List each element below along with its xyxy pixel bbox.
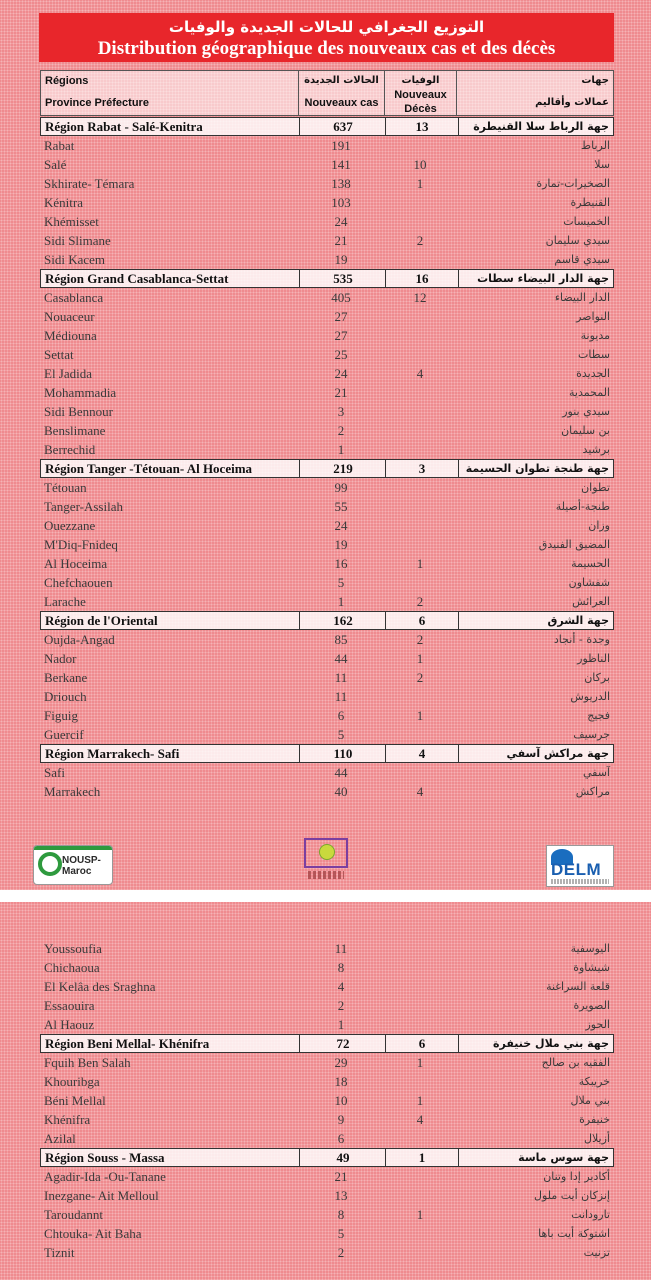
province-row bbox=[40, 497, 614, 516]
province-row bbox=[40, 212, 614, 231]
row-name-arabic: مراكش bbox=[575, 785, 610, 798]
row-new-cases: 27 bbox=[334, 309, 348, 324]
row-name-arabic: سيدي بنور bbox=[562, 405, 610, 418]
row-new-deaths: 6 bbox=[385, 1035, 459, 1052]
row-name: Région Rabat - Salé-Kenitra bbox=[45, 119, 203, 134]
row-new-deaths: 16 bbox=[385, 270, 459, 287]
row-new-cases: 2 bbox=[337, 998, 345, 1013]
row-new-deaths: 1 bbox=[416, 556, 424, 571]
row-new-cases: 99 bbox=[334, 480, 348, 495]
province-row bbox=[40, 516, 614, 535]
row-name-arabic: إنزكان أيت ملول bbox=[534, 1189, 610, 1202]
province-row bbox=[40, 231, 614, 250]
row-name-arabic: أزيلال bbox=[584, 1132, 610, 1145]
header-regions: Régions bbox=[45, 75, 89, 87]
region-row bbox=[40, 117, 614, 136]
row-name-arabic: سيدي قاسم bbox=[554, 253, 610, 266]
row-name-arabic: المضيق الفنيدق bbox=[538, 538, 610, 551]
row-new-cases: 18 bbox=[334, 1074, 348, 1089]
header-cases-fr: Nouveaux cas bbox=[304, 97, 379, 109]
province-row bbox=[40, 1015, 614, 1034]
row-name-arabic: بركان bbox=[584, 671, 610, 684]
province-row bbox=[40, 996, 614, 1015]
row-new-cases: 21 bbox=[334, 1169, 348, 1184]
row-name-arabic: خنيفرة bbox=[579, 1113, 610, 1126]
row-new-deaths: 2 bbox=[416, 233, 424, 248]
row-new-cases: 1 bbox=[337, 1017, 345, 1032]
table-body-page-one bbox=[40, 117, 614, 801]
province-row bbox=[40, 763, 614, 782]
row-name: Casablanca bbox=[44, 290, 104, 305]
province-row bbox=[40, 1224, 614, 1243]
row-name-arabic: اليوسفية bbox=[570, 942, 610, 955]
row-new-cases: 8 bbox=[337, 960, 345, 975]
row-name: Tanger-Assilah bbox=[44, 499, 123, 514]
row-name: Safi bbox=[44, 765, 65, 780]
row-new-cases: 44 bbox=[334, 765, 348, 780]
row-new-cases: 2 bbox=[337, 1245, 345, 1260]
row-new-cases: 11 bbox=[334, 670, 348, 685]
row-new-cases: 24 bbox=[334, 214, 348, 229]
row-new-cases: 162 bbox=[299, 612, 386, 629]
province-row bbox=[40, 554, 614, 573]
row-name: Médiouna bbox=[44, 328, 97, 343]
row-name: Tiznit bbox=[44, 1245, 75, 1260]
header-regions-ar: جهات bbox=[581, 75, 609, 86]
row-new-deaths: 2 bbox=[416, 670, 424, 685]
row-name-arabic: آسفي bbox=[582, 766, 610, 779]
row-name: Sidi Slimane bbox=[44, 233, 111, 248]
header-cases-ar: الحالات الجديدة bbox=[304, 75, 379, 86]
title-banner bbox=[39, 13, 614, 62]
province-row bbox=[40, 250, 614, 269]
header-deaths-ar: الوفيات bbox=[401, 75, 440, 86]
row-name: Youssoufia bbox=[44, 941, 102, 956]
row-new-cases: 25 bbox=[334, 347, 348, 362]
row-new-deaths: 1 bbox=[416, 1055, 424, 1070]
row-new-cases: 11 bbox=[334, 941, 348, 956]
province-row bbox=[40, 364, 614, 383]
row-name: Essaouira bbox=[44, 998, 95, 1013]
row-name: Settat bbox=[44, 347, 74, 362]
row-new-deaths: 4 bbox=[416, 1112, 424, 1127]
row-new-cases: 24 bbox=[334, 366, 348, 381]
province-row bbox=[40, 977, 614, 996]
row-new-cases: 141 bbox=[331, 157, 351, 172]
row-new-cases: 8 bbox=[337, 1207, 345, 1222]
row-new-cases: 5 bbox=[337, 1226, 345, 1241]
row-name: Chichaoua bbox=[44, 960, 100, 975]
row-new-deaths: 1 bbox=[416, 1093, 424, 1108]
row-name-arabic: قلعة السراغنة bbox=[546, 980, 610, 993]
region-row bbox=[40, 1034, 614, 1053]
row-name: Taroudannt bbox=[44, 1207, 104, 1222]
row-name: Berkane bbox=[44, 670, 88, 685]
row-name: Nouaceur bbox=[44, 309, 95, 324]
row-new-cases: 19 bbox=[334, 537, 348, 552]
row-name-arabic: جهة طنجة تطوان الحسيمة bbox=[465, 462, 609, 475]
row-name: Région de l'Oriental bbox=[45, 613, 158, 628]
row-new-cases: 10 bbox=[334, 1093, 348, 1108]
row-new-cases: 6 bbox=[337, 1131, 345, 1146]
row-new-cases: 2 bbox=[337, 423, 345, 438]
row-new-cases: 49 bbox=[299, 1149, 386, 1166]
page-two bbox=[0, 902, 651, 1280]
row-new-cases: 405 bbox=[331, 290, 351, 305]
row-name-arabic: الخميسات bbox=[563, 215, 610, 228]
province-row bbox=[40, 687, 614, 706]
row-name: Fquih Ben Salah bbox=[44, 1055, 131, 1070]
row-new-deaths: 6 bbox=[385, 612, 459, 629]
row-name: Azilal bbox=[44, 1131, 76, 1146]
row-name-arabic: الحوز bbox=[585, 1018, 610, 1031]
province-row bbox=[40, 668, 614, 687]
row-new-cases: 637 bbox=[299, 118, 386, 135]
row-new-cases: 29 bbox=[334, 1055, 348, 1070]
row-name-arabic: الصويرة bbox=[573, 999, 610, 1012]
row-name-arabic: جرسيف bbox=[573, 728, 610, 741]
row-name: Oujda-Angad bbox=[44, 632, 115, 647]
row-name: El Jadida bbox=[44, 366, 93, 381]
row-name: Larache bbox=[44, 594, 86, 609]
row-name-arabic: الدريوش bbox=[570, 690, 610, 703]
header-province-ar: عمالات وأقاليم bbox=[535, 97, 609, 108]
row-new-cases: 13 bbox=[334, 1188, 348, 1203]
row-name: Khénifra bbox=[44, 1112, 91, 1127]
province-row bbox=[40, 649, 614, 668]
row-name-arabic: جهة بني ملال خنيفرة bbox=[493, 1037, 609, 1050]
row-new-deaths: 3 bbox=[385, 460, 459, 477]
row-name-arabic: الصخيرات-تمارة bbox=[536, 177, 610, 190]
row-new-cases: 55 bbox=[334, 499, 348, 514]
row-name: Marrakech bbox=[44, 784, 101, 799]
row-name: Sidi Kacem bbox=[44, 252, 106, 267]
row-name-arabic: الرباط bbox=[580, 139, 610, 152]
row-name-arabic: جهة الشرق bbox=[547, 614, 609, 627]
row-name-arabic: أكادير إدا وتنان bbox=[543, 1170, 610, 1183]
row-name-arabic: جهة سوس ماسة bbox=[518, 1151, 609, 1164]
province-row bbox=[40, 174, 614, 193]
row-name: Mohammadia bbox=[44, 385, 117, 400]
row-new-cases: 44 bbox=[334, 651, 348, 666]
row-name-arabic: القنيطرة bbox=[570, 196, 610, 209]
row-new-deaths: 1 bbox=[416, 651, 424, 666]
row-name: Région Marrakech- Safi bbox=[45, 746, 180, 761]
row-new-cases: 16 bbox=[334, 556, 348, 571]
header-regions-cell bbox=[41, 71, 299, 115]
row-new-cases: 191 bbox=[331, 138, 351, 153]
row-name: Sidi Bennour bbox=[44, 404, 113, 419]
row-name: Tétouan bbox=[44, 480, 87, 495]
row-new-cases: 535 bbox=[299, 270, 386, 287]
row-name: Guercif bbox=[44, 727, 84, 742]
province-row bbox=[40, 307, 614, 326]
title-french: Distribution géographique des nouveaux cas et des décès bbox=[97, 38, 556, 59]
province-row bbox=[40, 1072, 614, 1091]
row-name-arabic: الحسيمة bbox=[571, 557, 610, 570]
row-name: Agadir-Ida -Ou-Tanane bbox=[44, 1169, 166, 1184]
row-name: Skhirate- Témara bbox=[44, 176, 135, 191]
row-new-cases: 85 bbox=[334, 632, 348, 647]
region-row bbox=[40, 459, 614, 478]
row-new-cases: 21 bbox=[334, 233, 348, 248]
row-new-deaths: 12 bbox=[413, 290, 427, 305]
row-new-cases: 9 bbox=[337, 1112, 345, 1127]
row-name-arabic: بن سليمان bbox=[561, 424, 610, 437]
row-new-deaths: 1 bbox=[416, 1207, 424, 1222]
row-name: Figuig bbox=[44, 708, 78, 723]
row-new-deaths: 4 bbox=[416, 366, 424, 381]
province-row bbox=[40, 706, 614, 725]
row-name: Kénitra bbox=[44, 195, 83, 210]
row-name: Inezgane- Ait Melloul bbox=[44, 1188, 159, 1203]
row-name-arabic: اشتوكة أيت باها bbox=[538, 1227, 610, 1240]
row-name: Région Beni Mellal- Khénifra bbox=[45, 1036, 210, 1051]
row-name-arabic: وزان bbox=[588, 519, 610, 532]
row-name-arabic: جهة الدار البيضاء سطات bbox=[477, 272, 609, 285]
row-new-deaths: 4 bbox=[416, 784, 424, 799]
province-row bbox=[40, 1186, 614, 1205]
province-row bbox=[40, 535, 614, 554]
row-new-deaths: 1 bbox=[385, 1149, 459, 1166]
row-name: Salé bbox=[44, 157, 67, 172]
province-row bbox=[40, 782, 614, 801]
row-name: Chtouka- Ait Baha bbox=[44, 1226, 142, 1241]
row-new-cases: 4 bbox=[337, 979, 345, 994]
row-name-arabic: الفقيه بن صالح bbox=[541, 1056, 610, 1069]
region-row bbox=[40, 1148, 614, 1167]
row-name: Ouezzane bbox=[44, 518, 96, 533]
row-name-arabic: سطات bbox=[578, 348, 610, 361]
province-row bbox=[40, 440, 614, 459]
row-name-arabic: تارودانت bbox=[571, 1208, 610, 1221]
delm-logo-text: DELM bbox=[551, 860, 602, 879]
province-row bbox=[40, 1053, 614, 1072]
row-new-cases: 6 bbox=[337, 708, 345, 723]
row-new-cases: 24 bbox=[334, 518, 348, 533]
row-name-arabic: سلا bbox=[594, 158, 610, 171]
province-row bbox=[40, 1129, 614, 1148]
row-name-arabic: النواصر bbox=[576, 310, 610, 323]
province-row bbox=[40, 402, 614, 421]
row-new-cases: 103 bbox=[331, 195, 351, 210]
province-row bbox=[40, 1243, 614, 1262]
row-new-deaths: 2 bbox=[416, 632, 424, 647]
header-deaths-fr2: Décès bbox=[404, 103, 437, 115]
row-name: Rabat bbox=[44, 138, 75, 153]
row-name-arabic: الدار البيضاء bbox=[554, 291, 610, 304]
province-row bbox=[40, 1167, 614, 1186]
header-cases-cell bbox=[299, 71, 385, 115]
header-deaths-fr1: Nouveaux bbox=[394, 89, 447, 101]
row-name: Al Haouz bbox=[44, 1017, 95, 1032]
table-body-page-two bbox=[40, 939, 614, 1262]
row-name-arabic: جهة الرباط سلا القنيطرة bbox=[473, 120, 609, 133]
row-name-arabic: شيشاوة bbox=[573, 961, 610, 974]
ministry-logo bbox=[304, 838, 348, 882]
row-new-cases: 3 bbox=[337, 404, 345, 419]
row-new-cases: 19 bbox=[334, 252, 348, 267]
row-name: Béni Mellal bbox=[44, 1093, 106, 1108]
row-name: El Kelâa des Sraghna bbox=[44, 979, 156, 994]
row-name: Al Hoceima bbox=[44, 556, 108, 571]
province-row bbox=[40, 939, 614, 958]
row-name: Région Tanger -Tétouan- Al Hoceima bbox=[45, 461, 253, 476]
row-name: Nador bbox=[44, 651, 77, 666]
province-row bbox=[40, 958, 614, 977]
row-new-deaths: 10 bbox=[413, 157, 427, 172]
row-name-arabic: جهة مراكش آسفي bbox=[506, 747, 609, 760]
region-row bbox=[40, 744, 614, 763]
row-name-arabic: خريبكة bbox=[578, 1075, 610, 1088]
header-regions-ar-cell bbox=[457, 71, 613, 115]
row-name-arabic: العرائش bbox=[572, 595, 610, 608]
row-new-cases: 72 bbox=[299, 1035, 386, 1052]
page-separator bbox=[0, 890, 651, 902]
region-row bbox=[40, 269, 614, 288]
row-new-cases: 1 bbox=[337, 442, 345, 457]
row-name-arabic: شفشاون bbox=[568, 576, 610, 589]
province-row bbox=[40, 155, 614, 174]
row-name-arabic: تزنيت bbox=[583, 1246, 610, 1259]
row-name: Région Grand Casablanca-Settat bbox=[45, 271, 229, 286]
header-deaths-cell bbox=[385, 71, 457, 115]
nousp-ring-icon bbox=[38, 852, 62, 876]
province-row bbox=[40, 1110, 614, 1129]
table-header bbox=[40, 70, 614, 116]
province-row bbox=[40, 573, 614, 592]
province-row bbox=[40, 1091, 614, 1110]
row-new-deaths: 2 bbox=[416, 594, 424, 609]
row-name-arabic: وجدة - أنجاد bbox=[553, 633, 610, 646]
row-new-deaths: 13 bbox=[385, 118, 459, 135]
province-row bbox=[40, 288, 614, 307]
region-row bbox=[40, 611, 614, 630]
row-name-arabic: برشيد bbox=[582, 443, 610, 456]
province-row bbox=[40, 592, 614, 611]
row-name: Khouribga bbox=[44, 1074, 100, 1089]
row-new-deaths: 1 bbox=[416, 708, 424, 723]
row-new-cases: 21 bbox=[334, 385, 348, 400]
row-new-cases: 219 bbox=[299, 460, 386, 477]
row-name-arabic: الجديدة bbox=[576, 367, 610, 380]
row-name: Benslimane bbox=[44, 423, 106, 438]
row-name-arabic: سيدي سليمان bbox=[545, 234, 610, 247]
ministry-emblem-icon bbox=[319, 844, 335, 860]
row-name: Chefchaouen bbox=[44, 575, 113, 590]
province-row bbox=[40, 478, 614, 497]
row-name-arabic: المحمدية bbox=[569, 386, 610, 399]
header-province: Province Préfecture bbox=[45, 97, 149, 109]
row-name: M'Diq-Fnideq bbox=[44, 537, 118, 552]
row-name: Région Souss - Massa bbox=[45, 1150, 165, 1165]
row-new-cases: 110 bbox=[299, 745, 386, 762]
row-new-cases: 5 bbox=[337, 727, 345, 742]
province-row bbox=[40, 326, 614, 345]
row-name-arabic: فجيج bbox=[587, 709, 610, 722]
row-name-arabic: تطوان bbox=[581, 481, 610, 494]
row-new-cases: 11 bbox=[334, 689, 348, 704]
row-new-cases: 40 bbox=[334, 784, 348, 799]
delm-logo bbox=[546, 845, 614, 887]
row-name: Khémisset bbox=[44, 214, 99, 229]
title-arabic: التوزيع الجغرافي للحالات الجديدة والوفيات bbox=[168, 18, 485, 36]
row-name-arabic: بني ملال bbox=[570, 1094, 610, 1107]
row-new-deaths: 4 bbox=[385, 745, 459, 762]
province-row bbox=[40, 725, 614, 744]
row-name-arabic: مديونة bbox=[580, 329, 610, 342]
province-row bbox=[40, 193, 614, 212]
row-new-cases: 138 bbox=[331, 176, 351, 191]
province-row bbox=[40, 630, 614, 649]
province-row bbox=[40, 1205, 614, 1224]
row-new-cases: 5 bbox=[337, 575, 345, 590]
row-name-arabic: طنجة-أصيلة bbox=[555, 500, 610, 513]
row-new-deaths: 1 bbox=[416, 176, 424, 191]
province-row bbox=[40, 383, 614, 402]
row-new-cases: 1 bbox=[337, 594, 345, 609]
province-row bbox=[40, 345, 614, 364]
nousp-logo-text: NOUSP-Maroc bbox=[62, 855, 101, 877]
row-name-arabic: الناظور bbox=[577, 652, 610, 665]
row-name: Driouch bbox=[44, 689, 87, 704]
province-row bbox=[40, 421, 614, 440]
row-new-cases: 27 bbox=[334, 328, 348, 343]
row-name: Berrechid bbox=[44, 442, 96, 457]
province-row bbox=[40, 136, 614, 155]
nousp-logo bbox=[33, 845, 113, 885]
